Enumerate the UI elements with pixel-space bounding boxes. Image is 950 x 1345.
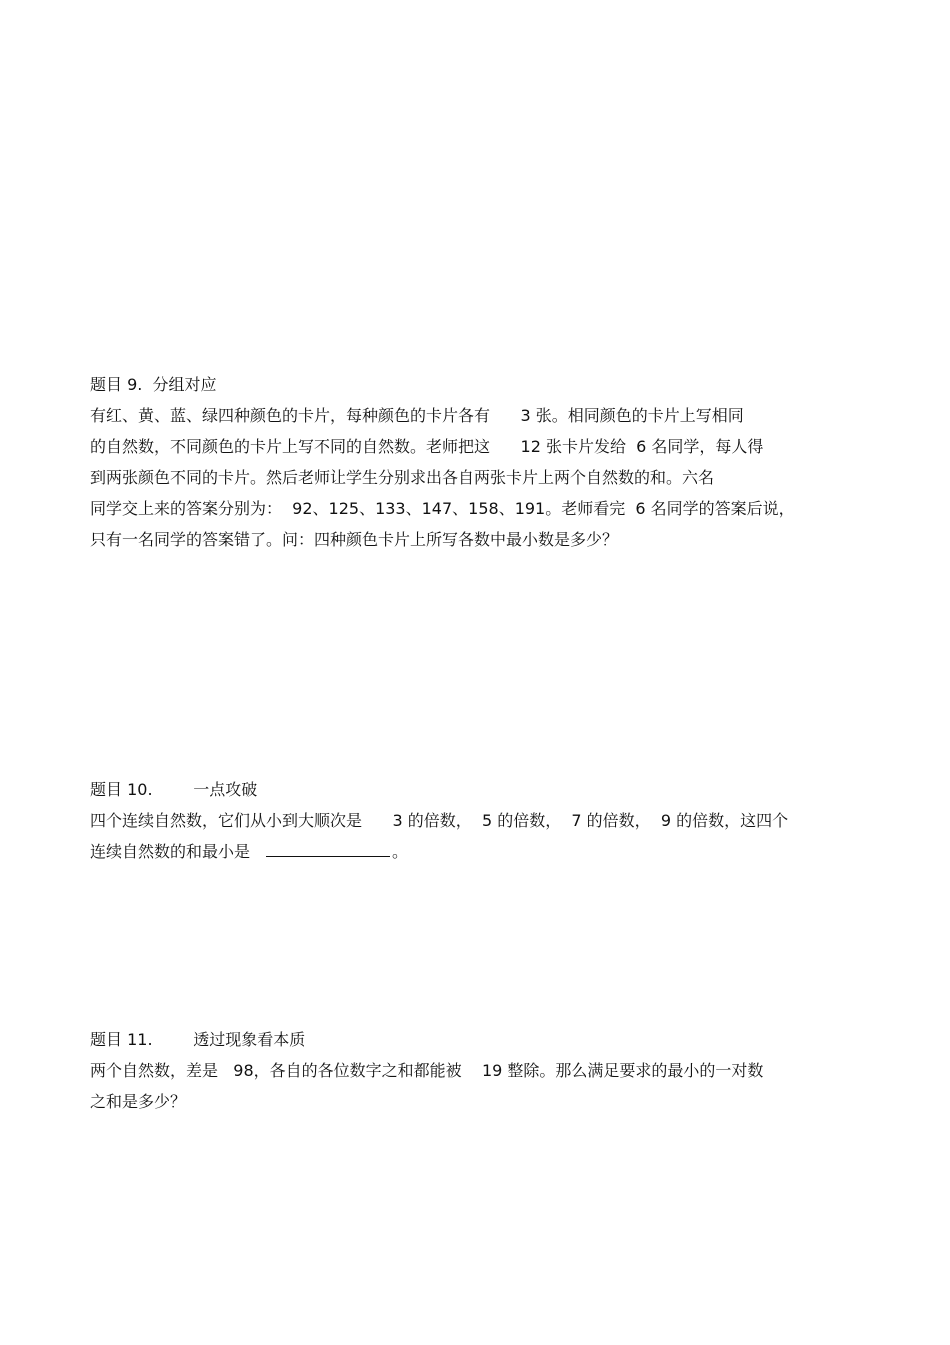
problem-9 [90, 370, 860, 555]
problem-11-line-2: 之和是多少？ [90, 1092, 187, 1111]
answer-blank [266, 840, 390, 857]
problem-10-line-2-suffix: 。 [392, 842, 409, 861]
problem-9-line-5: 只有一名同学的答案错了。问：四种颜色卡片上所写各数中最小数是多少？ [90, 530, 619, 549]
problem-9-line-2: 的自然数，不同颜色的卡片上写不同的自然数。老师把这 12 张卡片发给 6 名同学，每人得 [90, 437, 764, 456]
problem-11 [90, 1025, 860, 1117]
problem-10-line-2 [90, 836, 860, 867]
problem-9-line-1: 有红、黄、蓝、绿四种颜色的卡片，每种颜色的卡片各有 3 张。相同颜色的卡片上写相同 [90, 406, 744, 425]
problem-9-line-4: 同学交上来的答案分别为： 92、125、133、147、158、191。老师看完 6 名同学的答案后说， [90, 499, 795, 518]
problem-9-title: 题目 9. 分组对应 [90, 375, 217, 394]
problem-10 [90, 775, 860, 867]
problem-10-line-1: 四个连续自然数，它们从小到大顺次是 3 的倍数， 5 的倍数， 7 的倍数， 9 的倍数，这四个 [90, 811, 789, 830]
problem-11-line-1: 两个自然数，差是 98，各自的各位数字之和都能被 19 整除。那么满足要求的最小的一对数 [90, 1061, 764, 1080]
problem-11-title: 题目 11. 透过现象看本质 [90, 1030, 306, 1049]
problem-9-line-3: 到两张颜色不同的卡片。然后老师让学生分别求出各自两张卡片上两个自然数的和。六名 [90, 468, 715, 487]
problem-10-title: 题目 10. 一点攻破 [90, 780, 258, 799]
problem-10-line-2-prefix: 连续自然数的和最小是 [90, 842, 251, 861]
